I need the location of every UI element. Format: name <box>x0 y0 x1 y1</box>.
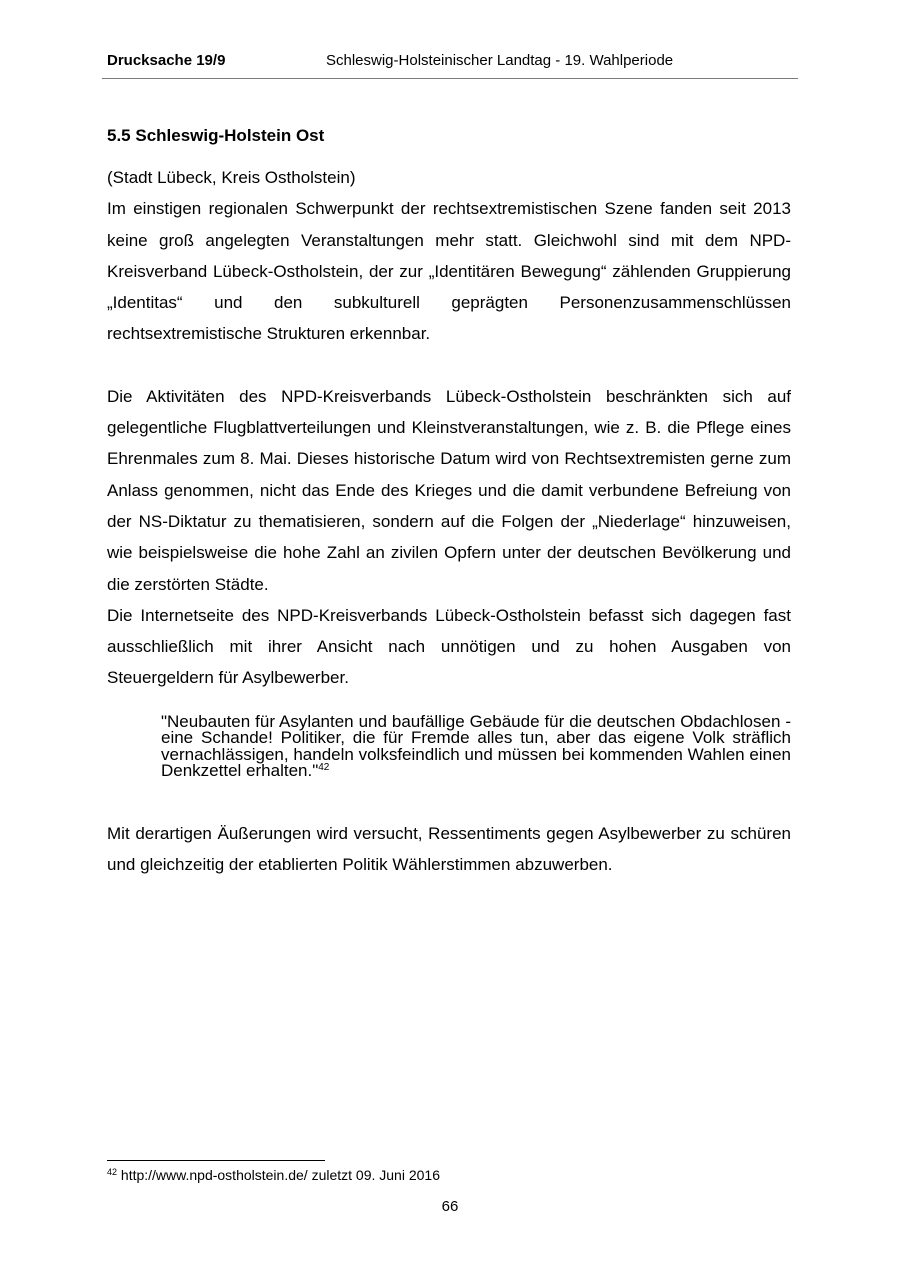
page-header <box>102 52 798 79</box>
region-paragraph: (Stadt Lübeck, Kreis Ostholstein) <box>107 168 356 187</box>
section-title: 5.5 Schleswig-Holstein Ost <box>107 126 325 145</box>
conclusion-paragraph: Mit derartigen Äußerungen wird versucht, Ressentiments gegen Asylbewerber zu schüren und gleichzeitig der etablierten Politik Wählerstimmen abzuwerben. <box>107 823 791 875</box>
quote-footnote-ref: 42 <box>318 762 330 774</box>
footnote-text: http://www.npd-ostholstein.de/ zuletzt 09. Juni 2016 <box>117 1167 440 1183</box>
activities-paragraph: Die Aktivitäten des NPD-Kreisverbands Lübeck-Ostholstein beschränkten sich auf gelegentliche Flugblattverteilungen und Kleinstveranstaltungen, wie z. B. die Pflege eines Ehrenmales zum 8. Mai. Dieses historische Datum wird von Rechtsextremisten gerne zum Anlass genommen, nicht das Ende des Krieges und die damit verbundene Befreiung von der NS-Diktatur zu thematisieren, sondern auf die Folgen der „Niederlage“ hinzuweisen, wie beispielsweise die hohe Zahl an zivilen Opfern unter der deutschen Bevölkerung und die zerstörten Städte. <box>107 386 791 594</box>
footnote-number: 42 <box>107 1167 118 1177</box>
main-content <box>107 124 791 880</box>
quote-text: "Neubauten für Asylanten und baufällige Gebäude für die deutschen Obdachlosen - eine Schande! Politiker, die für Fremde alles tun, aber das eigene Volk sträflich vernachlässigen, handeln volksfeindlich und müssen bei kommenden Wahlen einen Denkzettel erhalten." <box>161 711 791 781</box>
npd-quote <box>161 711 791 781</box>
footnote-divider <box>107 1160 325 1161</box>
website-paragraph: Die Internetseite des NPD-Kreisverbands Lübeck-Ostholstein befasst sich dagegen fast ausschließlich mit ihrer Ansicht nach unnötigen und zu hohen Ausgaben von Steuergeldern für Asylbewerber. <box>107 605 791 688</box>
page-number: 66 <box>441 1198 459 1215</box>
header-document-number: Drucksache 19/9 <box>107 52 226 69</box>
paragraph-spacer <box>107 350 791 381</box>
intro-paragraph: Im einstigen regionalen Schwerpunkt der rechtsextremistischen Szene fanden seit 2013 keine groß angelegten Veranstaltungen mehr statt. Gleichwohl sind mit dem NPD-Kreisverband Lübeck-Ostholstein, der zur „Identitären Bewegung“ zählenden Gruppierung „Identitas“ und den subkulturell geprägten Personenzusammenschlüssen rechtsextremistische Strukturen erkennbar. <box>107 199 791 344</box>
header-parliament-title: Schleswig-Holsteinischer Landtag - 19. Wahlperiode <box>326 52 674 69</box>
footnote <box>107 1166 440 1184</box>
